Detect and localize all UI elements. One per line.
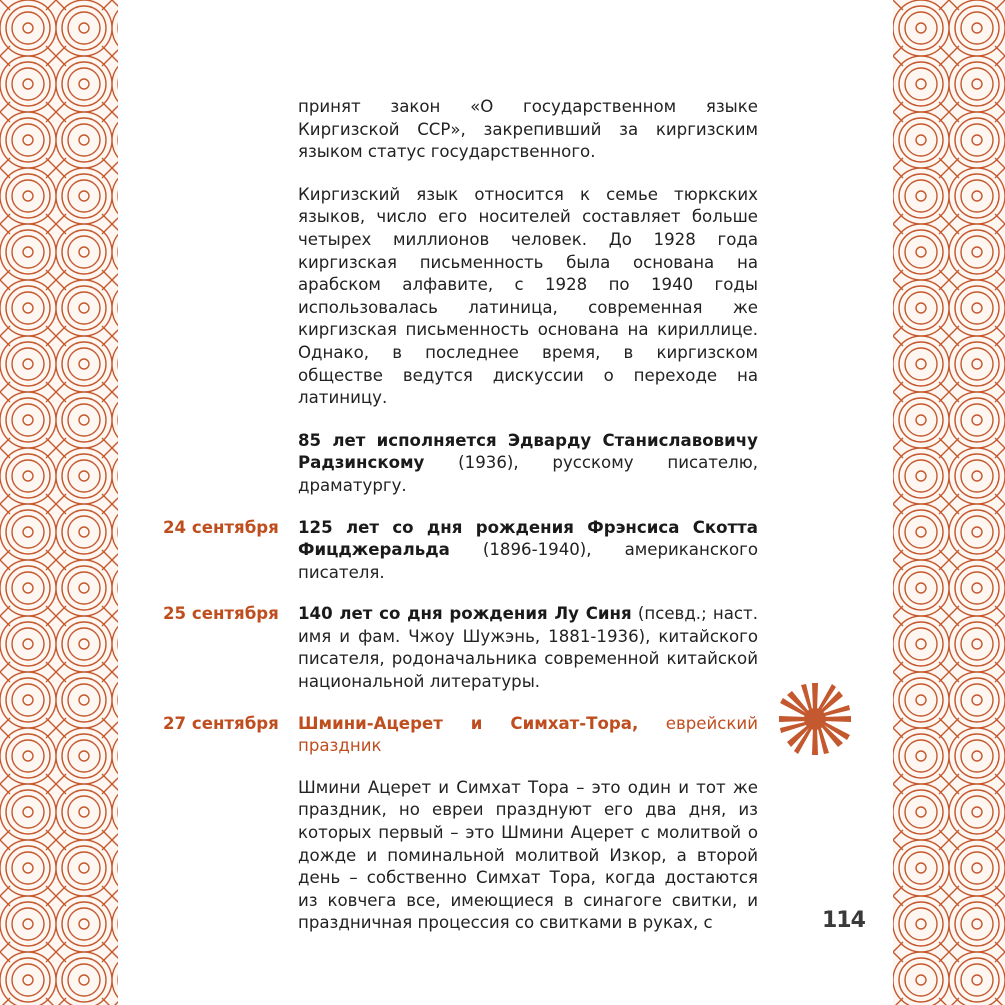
entry-shmini-atzeret — [163, 713, 758, 758]
entry-date: 24 сентября — [163, 517, 279, 537]
entry-title: Шмини-Ацерет и Симхат-Тора, — [298, 713, 639, 733]
intro-paragraph: принят закон «О государственном языке Киргизской ССР», закрепивший за киргизским языком статус государственного. — [298, 97, 758, 162]
entry-radzinsky — [298, 430, 758, 498]
entry-date: 27 сентября — [163, 713, 279, 733]
entry-description: (1896-1940), американского писателя. — [298, 540, 758, 582]
entry-fitzgerald — [163, 517, 758, 585]
entry-description: (1936), русскому писателю, драматургу. — [298, 453, 758, 495]
ornament-border-right — [893, 0, 1005, 1005]
geometric-pattern-icon — [893, 0, 1005, 1005]
ornament-border-left — [0, 0, 118, 1005]
entry-description: еврейский праздник — [298, 713, 758, 756]
entry-title: 125 лет со дня рождения Фрэнсиса Скотта Фицджеральда — [298, 517, 758, 560]
entry-title: 85 лет исполняется Эдварду Станиславовичу Радзинскому — [298, 430, 758, 473]
holiday-paragraph: Шмини Ацерет и Симхат Тора – это один и тот же праздник, но евреи празднуют его два дня, из которых первый – это Шмини Ацерет с молитвой о дожде и поминальной молитвой Изкор, а второй день – собственно Симхат Тора, когда достаются из ковчега все, имеющиеся в синагоге свитки, и праздничная процессия со свитками в руках, с — [298, 777, 758, 933]
entry-title: 140 лет со дня рождения Лу Синя — [298, 604, 632, 624]
kyrgyz-language-paragraph: Киргизский язык относится к семье тюркских языков, число его носителей составляет больше четырех миллионов человек. До 1928 года киргизская письменность была основана на арабском алфавите, с 1928 по 1940 годы использовалась латиница, современная же киргизская письменность основана на кириллице. Однако, в последнее время, в киргизском обществе ведутся дискуссии о переходе на латиницу. — [298, 184, 758, 408]
entry-lu-xun — [163, 603, 758, 693]
geometric-pattern-icon — [0, 0, 118, 1005]
orange-burst-icon — [776, 680, 854, 758]
page-content — [163, 96, 758, 955]
page-number: 114 — [822, 908, 865, 933]
entry-date: 25 сентября — [163, 604, 279, 624]
entry-description: (псевд.; наст. имя и фам. Чжоу Шужэнь, 1881-1936), китайского писателя, родоначальника современной китайской национальной литературы. — [298, 604, 758, 692]
